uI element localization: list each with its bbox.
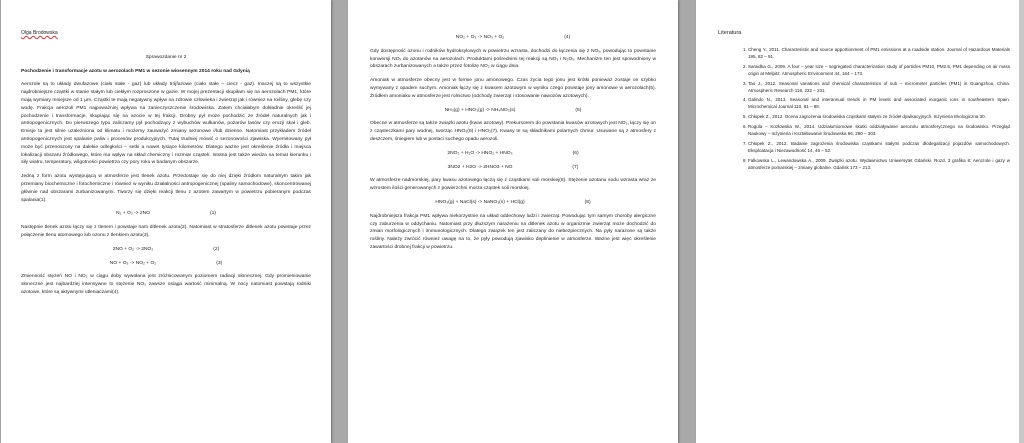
equation-formula: 2NO + O₂ -> 2NO₂ [112, 246, 154, 252]
paragraph: Najdrobniejsza frakcja PM1 wpływa niekorzystnie na układ oddechowy ludzi i zwierząt. Powodując tym samym choroby alergiczne czy zaburzenia w oddychaniu. Natomiast przy dłuższym narażeniu na ditlenek azotu w organizmie zwierząt może dochodzić do zmian morfologicznych i immunologicznych. Dlatego związek ten jest zaliczany do niebezpiecznych. Na pyły narażone są także rośliny. Należy zwrócić również uwagę na to, że pyły powodują zjawisko deplinienie w atmosferze. Ważne jest więc określenie zawartości drobnej frakcji w powietrzu. [370, 213, 656, 250]
reference-item: 7. Chłopek Z., 2012. Badanie zagrożenia środowiska cząstkami stałymi podczas dłodegalizacji pojazdów samochodowych. Eksploatacja i Niezawodność 14, 45 – 52. [748, 140, 1010, 154]
equation-number: (2) [213, 246, 220, 252]
reference-item: 2. Saraidka G., 2009. A four – year size – segregated characterization study of particles PM10, PM2.5, PM1 depending on air mass origin at Melpitz. Atmospheric Environment 44, 164 – 173. [748, 63, 1010, 77]
paragraph: Jedną z form azotu występującą w atmosferze jest tlenek azotu. Przedostaje się do niej dzięki źródłom naturalnym takim jak przemiany biochemiczne i fotochemiczne i również w wyniku działalności antropogenicznej (spaliny samochodowe), skoncentrowanej głównie nad obszarami zurbanizowanymi. Tworzy się dzięki reakcji tlenu z azotem zawartym w powietrzu pobieranym podczas spalania(1). [21, 174, 311, 203]
document-page-2 [348, 0, 678, 443]
reference-item: 5. Chłopek Z., 2012. Ocena zagrożenia środowiska cząstkami stałymi ze źródeł dywikacyjnych. Inżynieria Ekologiczna 30. [748, 113, 1010, 120]
equation [370, 164, 656, 172]
equation-formula: HNO₃(g) + NaCl(s) -> NaNO₃(s) + HCl(g) [435, 199, 525, 205]
equation [21, 210, 311, 218]
paragraph: W atmosferze nadmorskiej, pary kwasu azotowego łączą się z cząstkami soli morskiej(8). Stężenie azotanu sodu wzrasta wraz ze wzrostem ilości generowanych z powierzchni morza cząstek soli morskiej. [370, 178, 656, 192]
document-page-3 [696, 0, 1024, 443]
paragraph: Amoniak w atmosferze obecny jest w formie jonu amonowego. Czas życia tego jonu jest krótki ponieważ zostaje on szybko wymywany z opadem suchym. Amoniak łączy się z kwasem azotowym w wyniku czego powstaje jony amonowe w aerozolach(5). Źródłem amoniaku w atmosferze jest rolnictwo (odchody zwierząt i stosowanie nawozów azotowych). [370, 78, 656, 99]
equation-number: (7) [572, 164, 579, 170]
author-name: Olga Brodowska [21, 30, 58, 36]
equation-number: (3) [216, 260, 223, 266]
equation [370, 150, 656, 158]
document-page-1 [1, 0, 331, 443]
reference-item: 4. Galindo N., 2013. Seasonal and interannual trends in PM levels and associated inorganic ions in southeastern Spain. Microchemical Journal 110, 81 – 88. [748, 96, 1010, 110]
equation-number: (5) [575, 107, 582, 113]
paragraph: Zmienność stężeń NO i NO₂ w ciągu doby wywołana jest zróżnicowanym poziomem radiacji słonecznej. Gdy promieniowanie słoneczne jest najbardziej intensywne to stężenie NO₂ zawsze osiąga wartość minimalną. W nocy natomiast powstają rodniki azotowe, które są aktywnymi utleniaczami(4). [21, 274, 311, 295]
paragraph: Gdy dostępność ozonu i rodników hydroksylowych w powietrzu wzrasta, dochodzi do łączenia się z NOₓ, powodując to powstanie konwersji NOₓ do azotanów na aerozolach. Produktami pośrednimi tej reakcji są NO₃ i N₂O₅. Mechanizm ten jest spowodniony w obszarach zurbanizowanych a także przez fotolizę NO₂ w ciągu dnia. [370, 48, 656, 70]
reference-item: 3. Tao J., 2012. Seasonal variations and chemical characteristics of sub – micrometer particles (PM1) in Guangzhou, China. Atmospheric Research 118, 222 – 231. [748, 80, 1010, 94]
equation-number: (4) [564, 35, 571, 40]
equation-number: (8) [584, 199, 591, 205]
equation-formula: 3NO2 + H2O -> 2HNO3 + NO [447, 164, 513, 170]
paragraph: Następnie tlenek azotu łączy się z tlenem i powstaje nam ditlenek azotu(2). Natomiast w stratosferze ditlenek azotu powstaje przez połączenie tlenu atomowego lub ozonu z tlenkiem azotu(3). [21, 225, 311, 238]
references-list [718, 46, 1010, 171]
equation-formula: NO₂ + O₃ -> NO₃ + O₂ [455, 35, 505, 40]
report-topic: Pochodzenie i transformacje azotu w aerozolach PM1 w sezonie wiosennym 2014 roku nad Gdynią [21, 68, 250, 74]
equation [21, 246, 311, 254]
equation-formula: N₂ + O₂ -> 2NO [116, 211, 150, 217]
paragraph: Aerozole są to układy dwufazowe (ciało stałe - gaz) lub układy trójfazowe (ciało stałe – ciecz - gaz). Inaczej są to wszystkie najdrobniejsze cząstki w stanie stałym lub ciekłym rozproszone w gazie. W mojej prezentacji skupiłam się na aerozolach PM1, które mają wymiary mniejsze od 1 µm. Cząstki te mają negatywny wpływ na zdrowie człowieka i zwierząt jak i równiez na rośliny, glebę czy wodę. Frakcja aerozoli PM1 najpoważniej wpływa na zanieczyszczenie środowiska. Zatem chciałabym dokładnie określić jej pochodzenie i transformacje, skupiając się na azocie w tej frakcji. Drobny pył może pochodzić ze źródeł naturalnych jak i antropogenicznych. Do pierwszego typu zaliczamy pył pochodzący z wybuchów wulkanów, pożarów lasów czy erozji skał i gleb. Emisje ta jest silnie uzależniona od klimatu i możemy zauważyć zmiany sezonowe i/lub dzienne. Natomiast przykładem źródeł antropogenicznych jest spalanie paliw i procesów produkcyjnych. Tutaj trudniej mówić o sezonowości zjawiska. Wyemitowany pył może być przenoszony na dalekie odległości – setki a nawet tysiące kilometrów. Dlatego ważne jest określenie źródła i miejsca lokalizacji obszaru źródłowego, które ma wpływ na skład chemiczny i rozmiar cząstek. Istotna jest także wiedza na temat kierunku i siły wiatru, temperatury, wilgotności powietrza czy pory roku w badanym obszarze. [21, 82, 311, 166]
equation [370, 34, 656, 42]
equation-number: (6) [572, 150, 579, 156]
equation [370, 107, 656, 115]
vertical-scrollbar[interactable] [1019, 0, 1024, 443]
report-title: Sprawozdanie nr 2 [145, 54, 187, 60]
equation-number: (1) [209, 211, 216, 217]
equation [370, 199, 656, 207]
equation-formula: NO + O₃ -> NO₂ + O₂ [109, 260, 157, 266]
paragraph: Obecne w atmosferze są także związki azotu (kwas azotowy). Prekursorem do powstania kwasów azotowych jest NO₂, łączy się on z cząsteczkami pary wodnej, tworząc HNO₃(6) i HNO₂(7). Kwasy te są składnikami polarnych chmur. Usuwane są z atmosfery z deszczem, śniegiem lub w postaci suchego opadu aerozoli. [370, 121, 656, 142]
reference-item: 8. Falkowska L., Lewandowska A., 2009. Związki azotu. Wydawnictwo Uniwersytet Gdański. Rozd. 3 grafika 8: Aerozole i gazy w atmosferze pomarskiej – zmiany globalne. Gdańsk 173 – 213. [748, 157, 1010, 171]
reference-item: 6. Rogula – Kozłowska W., 2014. Udziałumiomowe skutki oddziaływanie aerozolu atmosferycznego na środowisko. Przegląd Naukowy – Inżynieria i Kształtowanie Środowiska 66, 290 – 303. [748, 123, 1010, 137]
references-heading: Literatura [718, 30, 742, 36]
equation-formula: 2NO₂ + H₂O -> HNO₂ + HNO₃ [447, 150, 513, 156]
equation [21, 260, 311, 268]
equation-formula: NH₃(g) + HNO₃(g) -> NH₄NO₃(s) [444, 107, 516, 113]
reference-item: 1. Cheng Y., 2011. Characteristic and source apportionment of PM1 emissions at a roadside station. Journal of Hazardous Materials 195, 82 – 91. [748, 46, 1010, 60]
